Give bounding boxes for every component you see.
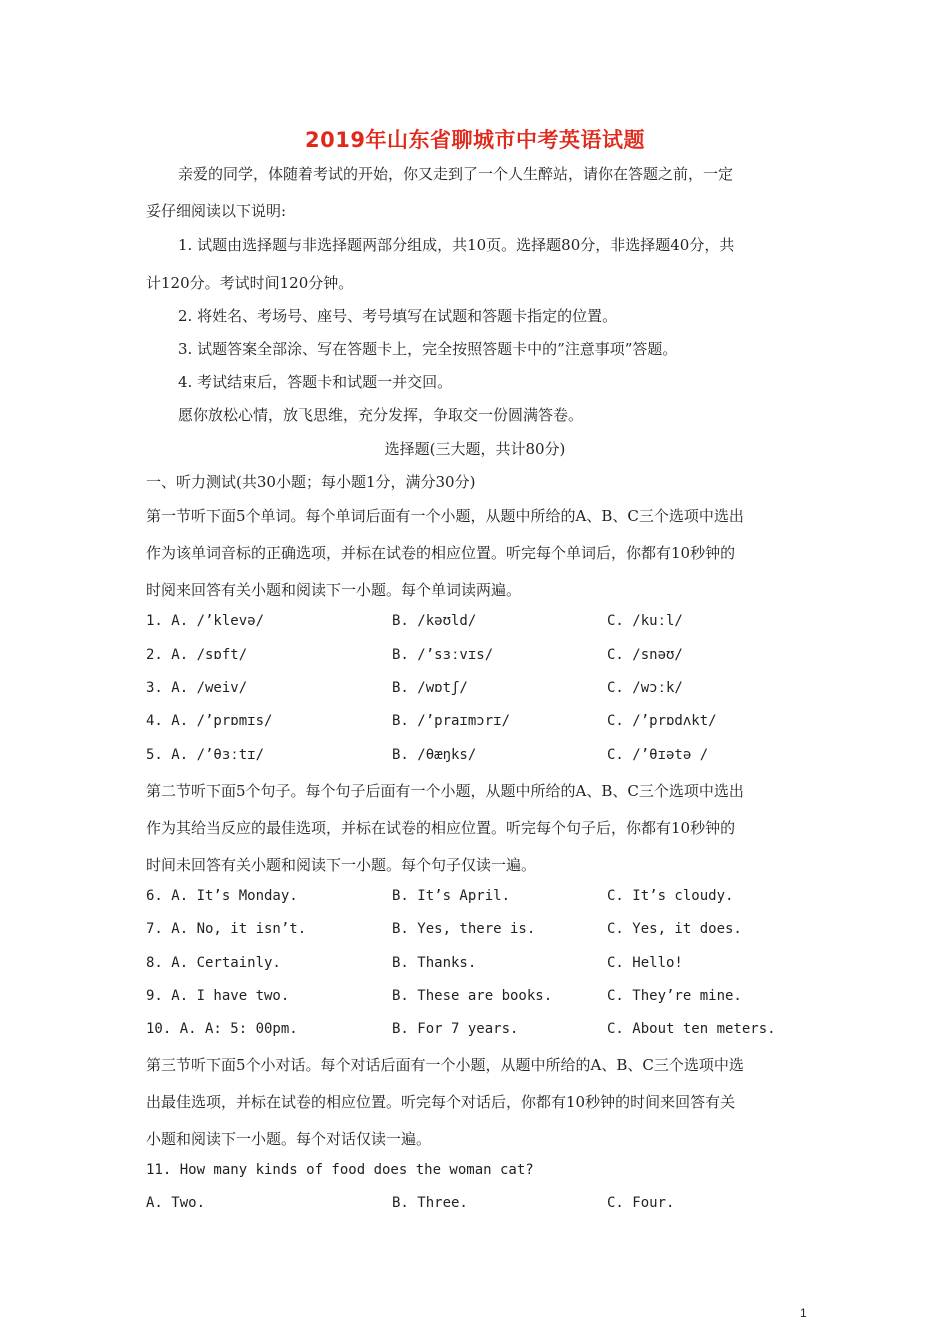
question-5-option-c: C. /’θɪətə / [607,747,709,763]
sec3-line-3: 小题和阅读下一小题。每个对话仅读一遍。 [146,1130,432,1148]
question-1-option-a: 1. A. /’klevə/ [146,613,265,629]
question-11-option-a: A. Two. [146,1195,206,1211]
question-6-option-b: B. It’s April. [392,888,511,904]
question-1-option-c: C. /kuːl/ [607,613,683,629]
instruction-2: 2. 将姓名、考场号、座号、考号填写在试题和答题卡指定的位置。 [178,307,618,325]
page-number: 1 [800,1306,807,1320]
question-5-option-b: B. /θæŋks/ [392,747,477,763]
question-3-option-b: B. /wɒtʃ/ [392,680,468,696]
question-6-option-a: 6. A. It’s Monday. [146,888,298,904]
question-11-option-c: C. Four. [607,1195,675,1211]
sec1-line-3: 时阅来回答有关小题和阅读下一小题。每个单词读两遍。 [146,581,522,599]
question-7-option-a: 7. A. No, it isn’t. [146,921,307,937]
question-10-option-a: 10. A. A: 5: 00pm. [146,1021,298,1037]
question-7-option-b: B. Yes, there is. [392,921,536,937]
sec1-line-2: 作为该单词音标的正确选项，并标在试卷的相应位置。听完每个单词后，你都有10秒钟的 [146,544,736,562]
question-1-option-b: B. /kəʊld/ [392,613,477,629]
question-9-option-b: B. These are books. [392,988,553,1004]
question-8-option-a: 8. A. Certainly. [146,955,281,971]
question-4-option-b: B. /’praɪmɔrɪ/ [392,713,511,729]
instruction-1: 1. 试题由选择题与非选择题两部分组成，共10页。选择题80分，非选择题40分，共 [178,236,735,254]
question-2-option-b: B. /’sɜːvɪs/ [392,647,494,663]
sec2-line-2: 作为其给当反应的最佳选项，并标在试卷的相应位置。听完每个句子后，你都有10秒钟的 [146,819,736,837]
question-8-option-b: B. Thanks. [392,955,477,971]
section-header: 选择题(三大题，共计80分) [384,440,566,458]
sec1-line-1: 第一节听下面5个单词。每个单词后面有一个小题，从题中所给的A、B、C三个选项中选出 [146,507,744,525]
sec3-line-2: 出最佳选项，并标在试卷的相应位置。听完每个对话后，你都有10秒钟的时间来回答有关 [146,1093,736,1111]
sec3-line-1: 第三节听下面5个小对话。每个对话后面有一个小题，从题中所给的A、B、C三个选项中选 [146,1056,744,1074]
question-5-option-a: 5. A. /’θɜːtɪ/ [146,747,265,763]
intro-line-1: 亲爱的同学，体随着考试的开始，你又走到了一个人生醉站，请你在答题之前，一定 [178,165,734,183]
instruction-3: 3. 试题答案全部涂、写在答题卡上，完全按照答题卡中的”注意事项”答题。 [178,340,678,358]
question-4-option-a: 4. A. /’prɒmɪs/ [146,713,273,729]
sec2-line-3: 时间未回答有关小题和阅读下一小题。每个句子仅读一遍。 [146,856,537,874]
question-8-option-c: C. Hello! [607,955,683,971]
wish-line: 愿你放松心情，放飞思维，充分发挥，争取交一份圆满答卷。 [178,406,584,424]
question-2-option-a: 2. A. /sɒft/ [146,647,248,663]
question-3-option-a: 3. A. /weiv/ [146,680,248,696]
question-11-option-b: B. Three. [392,1195,468,1211]
question-2-option-c: C. /snəʊ/ [607,647,683,663]
question-3-option-c: C. /wɔːk/ [607,680,683,696]
question-11-stem: 11. How many kinds of food does the woman cat? [146,1162,534,1178]
question-7-option-c: C. Yes, it does. [607,921,742,937]
question-9-option-c: C. They’re mine. [607,988,742,1004]
question-10-option-c: C. About ten meters. [607,1021,776,1037]
part1-header: 一、听力测试(共30小题；每小题1分，满分30分) [146,473,476,491]
instruction-4: 4. 考试结束后，答题卡和试题一并交回。 [178,373,453,391]
sec2-line-1: 第二节听下面5个句子。每个句子后面有一个小题，从题中所给的A、B、C三个选项中选出 [146,782,744,800]
question-9-option-a: 9. A. I have two. [146,988,290,1004]
page-title: 2019年山东省聊城市中考英语试题 [305,128,645,152]
intro-line-2: 妥仔细阅读以下说明: [146,202,287,220]
question-10-option-b: B. For 7 years. [392,1021,519,1037]
question-6-option-c: C. It’s cloudy. [607,888,734,904]
question-4-option-c: C. /’prɒdʌkt/ [607,713,717,729]
instruction-1-cont: 计120分。考试时间120分钟。 [146,274,354,292]
